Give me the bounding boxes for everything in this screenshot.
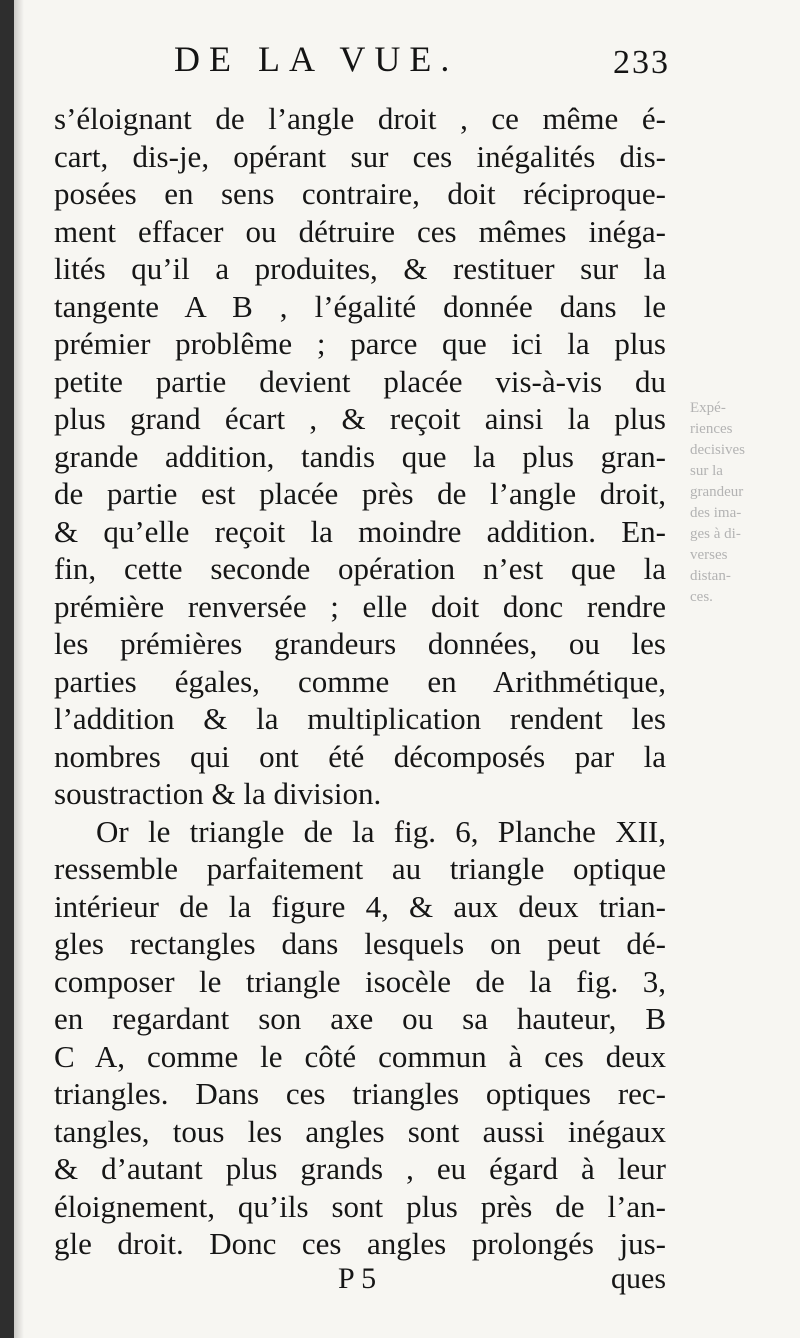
margin-note-line: Expé- [690,400,726,416]
catchword: ques [611,1262,666,1295]
signature-mark: P 5 [338,1262,377,1295]
running-title: DE LA VUE. [174,39,459,79]
text-line: prémier problême ; parce que ici la plus [54,326,666,361]
margin-note-line: verses [690,547,728,563]
text-line: l’addition & la multiplication rendent les [54,701,666,736]
text-line: & d’autant plus grands , eu égard à leur [54,1151,666,1186]
text-line: C A, comme le côté commun à ces deux [54,1038,666,1074]
margin-note-line: grandeur [690,484,744,500]
margin-note-line: sur la [690,463,723,479]
text-line: triangles. Dans ces triangles optiques rec- [54,1076,666,1111]
text-line: nombres qui ont été décomposés par la [54,738,666,774]
text-line: composer le triangle isocèle de la fig. 3, [54,963,666,999]
text-line: lités qu’il a produites, & restituer sur la [54,251,666,286]
text-line: tangente A B , l’égalité donnée dans le [54,288,666,324]
page-number: 233 [613,44,670,81]
running-head [14,38,800,88]
text-line: petite partie devient placée vis-à-vis du [54,363,666,399]
text-line: en regardant son axe ou sa hauteur, B [54,1001,666,1036]
text-line: de partie est placée près de l’angle droit, [54,476,666,511]
text-line: les prémières grandeurs données, ou les [54,626,666,661]
text-line: parties égales, comme en Arithmétique, [54,663,666,699]
margin-note-line: des ima- [690,505,742,521]
text-line: plus grand écart , & reçoit ainsi la plus [54,401,666,436]
text-line: tangles, tous les angles sont aussi inégaux [54,1113,666,1149]
margin-note-line: decisives [690,442,745,458]
text-line: s’éloignant de l’angle droit , ce même é- [54,101,666,136]
page-footer [54,1262,666,1302]
text-line: fin, cette seconde opération n’est que la [54,551,666,586]
book-page [14,0,800,1338]
text-line: posées en sens contraire, doit réciproque- [54,176,666,211]
text-line: éloignement, qu’ils sont plus près de l’an- [54,1188,666,1224]
margin-note [690,398,790,608]
text-line: ressemble parfaitement au triangle optique [54,851,666,886]
margin-note-line: ces. [690,589,713,605]
text-line: intérieur de la figure 4, & aux deux trian- [54,888,666,924]
body-text [54,100,666,1263]
text-line: gles rectangles dans lesquels on peut dé- [54,926,666,961]
text-line: prémière renversée ; elle doit donc rendre [54,588,666,624]
margin-note-line: riences [690,421,733,437]
text-line: gle droit. Donc ces angles prolongés jus- [54,1226,666,1261]
text-line: soustraction & la division. [54,776,382,811]
text-line: ment effacer ou détruire ces mêmes inéga- [54,213,666,249]
text-line: & qu’elle reçoit la moindre addition. En- [54,513,666,549]
margin-note-line: distan- [690,568,731,584]
margin-note-line: ges à di- [690,526,741,542]
text-line: grande addition, tandis que la plus gran- [54,438,666,474]
text-line: Or le triangle de la fig. 6, Planche XII, [96,813,666,849]
text-line: cart, dis-je, opérant sur ces inégalités dis- [54,138,666,174]
